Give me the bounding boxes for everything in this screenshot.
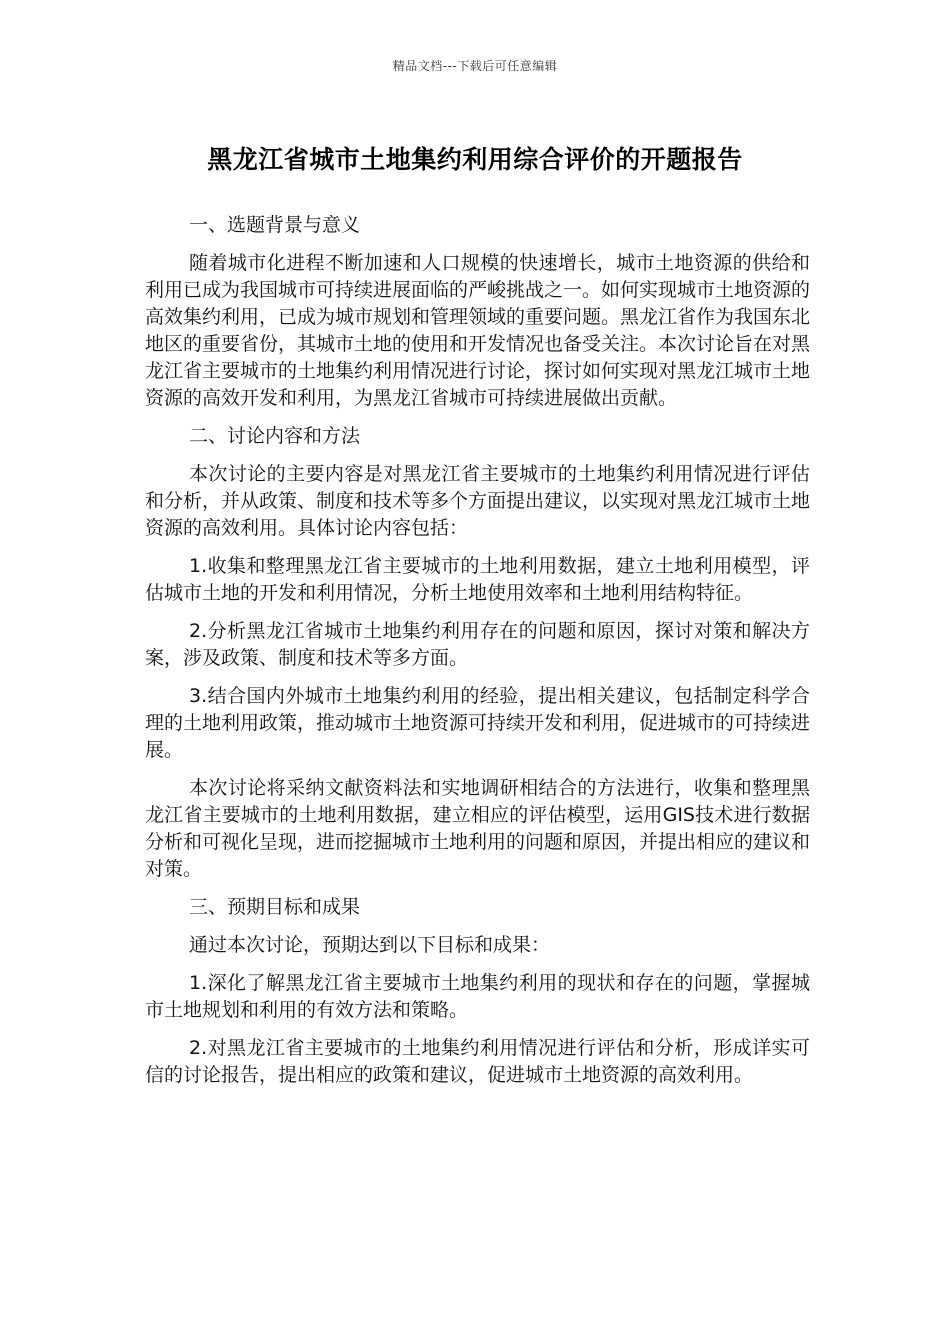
list-item: 3.结合国内外城市土地集约利用的经验，提出相关建议，包括制定科学合理的土地利用政策，推动城市土地资源可持续开发和利用，促进城市的可持续进展。 — [145, 685, 811, 761]
paragraph-methods: 本次讨论将采纳文献资料法和实地调研相结合的方法进行，收集和整理黑龙江省主要城市的土地利用数据，建立相应的评估模型，运用GIS技术进行数据分析和可视化呈现，进而挖掘城市土地利用的问题和原因，并提出相应的建议和对策。 — [145, 777, 811, 880]
paragraph-goals-intro: 通过本次讨论，预期达到以下目标和成果： — [189, 934, 551, 956]
list-item: 2.对黑龙江省主要城市的土地集约利用情况进行评估和分析，形成详实可信的讨论报告，提出相应的政策和建议，促进城市土地资源的高效利用。 — [145, 1037, 810, 1086]
section-heading-2: 二、讨论内容和方法 — [189, 425, 361, 447]
section-heading-1: 一、选题背景与意义 — [189, 214, 361, 236]
list-item: 1.深化了解黑龙江省主要城市土地集约利用的现状和存在的问题，掌握城市土地规划和利用的有效方法和策略。 — [145, 972, 810, 1021]
document-title: 黑龙江省城市土地集约利用综合评价的开题报告 — [207, 145, 743, 174]
header-note: 精品文档---下载后可任意编辑 — [392, 59, 558, 73]
paragraph-background: 随着城市化进程不断加速和人口规模的快速增长，城市土地资源的供给和利用已成为我国城市可持续进展面临的严峻挑战之一。如何实现城市土地资源的高效集约利用，已成为城市规划和管理领域的重要问题。黑龙江省作为我国东北地区的重要省份，其城市土地的使用和开发情况也备受关注。本次讨论旨在对黑龙江省主要城市的土地集约利用情况进行讨论，探讨如何实现对黑龙江城市土地资源的高效开发和利用，为黑龙江省城市可持续进展做出贡献。 — [145, 252, 811, 409]
list-item: 2.分析黑龙江省城市土地集约利用存在的问题和原因，探讨对策和解决方案，涉及政策、制度和技术等多方面。 — [145, 620, 810, 669]
document-body — [145, 212, 810, 1100]
paragraph-content-intro: 本次讨论的主要内容是对黑龙江省主要城市的土地集约利用情况进行评估和分析，并从政策、制度和技术等多个方面提出建议，以实现对黑龙江城市土地资源的高效利用。具体讨论内容包括： — [145, 463, 811, 539]
section-heading-3: 三、预期目标和成果 — [189, 896, 361, 918]
list-item: 1.收集和整理黑龙江省主要城市的土地利用数据，建立土地利用模型，评估城市土地的开发和利用情况，分析土地使用效率和土地利用结构特征。 — [145, 555, 810, 604]
